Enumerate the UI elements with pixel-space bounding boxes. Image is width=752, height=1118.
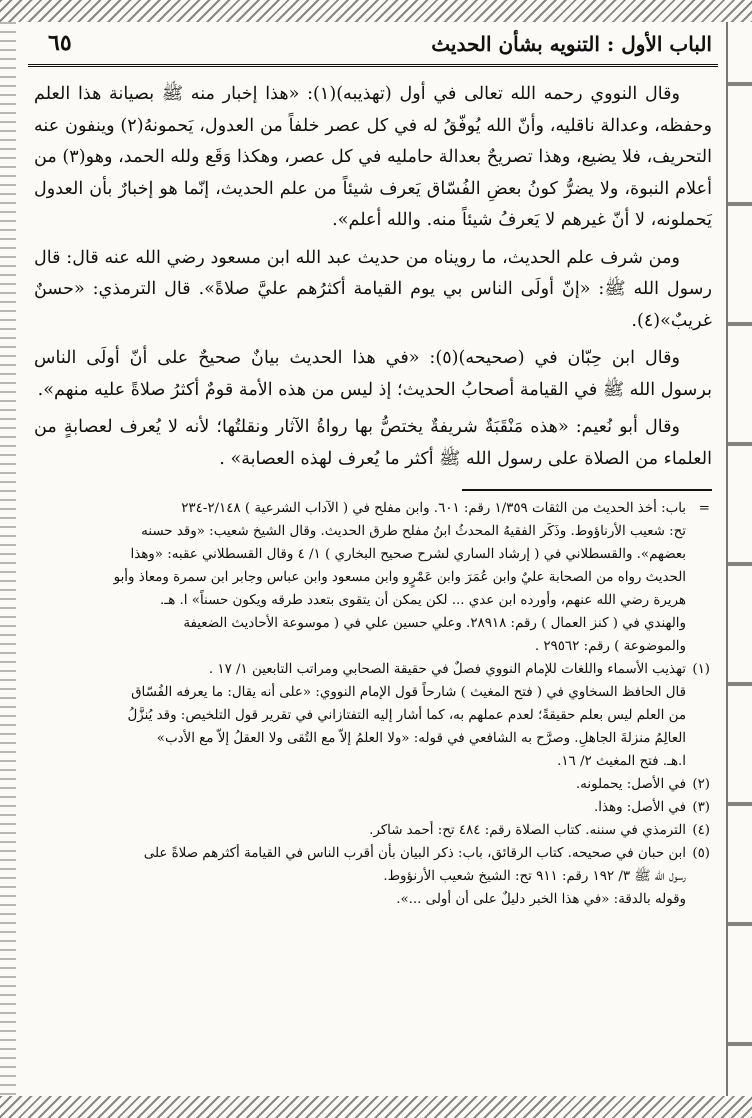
page-number: ٦٥ — [48, 30, 72, 56]
footnote-line: قال الحافظ السخاوي في ( فتح المغيث ) شارحاً قول الإمام النووي: «على أنه يقال: ما يعرفه الفُسّاق — [131, 685, 686, 700]
footnote-mark: = — [698, 501, 710, 516]
footnote-line: من العلم ليس بعلم حقيقةً؛ لعدم عملهم به، كما أشار إليه التفتازاني في تقرير قول التلخيص: وقد يُنزَّلُ — [127, 708, 686, 723]
footnote-line: والموضوعة ) رقم: ٢٩٥٦٢ . — [534, 639, 686, 654]
left-ornament-border — [0, 22, 16, 1096]
paragraph: ومن شرف علم الحديث، ما رويناه من حديث عبد الله ابن مسعود رضي الله عنه قال: قال رسول الله ﷺ: «إنّ أولَى الناس بي يوم القيامة أكثرُهم عليَّ صلاةً». قال الترمذي: «حسنٌ غريبٌ»(٤). — [34, 247, 712, 331]
footnote — [28, 658, 712, 773]
footnote-mark: (٤) — [692, 823, 710, 838]
footnote-line: في الأصل: يحملونه. — [575, 777, 686, 792]
footnote-line: والهندي في ( كنز العمال ) رقم: ٢٨٩١٨. وعلي حسين علي في ( موسوعة الأحاديث الضعيفة — [183, 616, 686, 631]
main-text — [28, 79, 718, 475]
footnote-mark: (١) — [692, 662, 710, 677]
footnote-mark: (٣) — [692, 800, 710, 815]
footnote — [28, 497, 712, 658]
footnote-mark: (٥) — [692, 846, 710, 861]
paragraph: وقال أبو نُعيم: «هذه مَنْقَبَةٌ شريفةٌ يختصُّ بها رواةُ الآثار ونقلتُها؛ لأنه لا يُعرف لعصابةٍ من العلماء من الصلاة على رسول الله ﷺ أكثر ما يُعرف لهذه العصابة» . — [34, 417, 712, 469]
top-ornament-border — [0, 0, 752, 22]
page-header — [28, 28, 718, 67]
footnote-line: الترمذي في سننه. كتاب الصلاة رقم: ٤٨٤ تح: أحمد شاكر. — [369, 823, 686, 838]
book-page — [28, 28, 718, 1088]
right-ornament-border — [726, 22, 752, 1096]
footnote-line: ابن حبان في صحيحه. كتاب الرقائق، باب: ذكر البيان بأن أقرب الناس في القيامة أكثرهم صلاةً على — [143, 846, 686, 861]
footnote-line: العالِمُ منزلةَ الجاهلِ. وصرَّح به الشافعي في قوله: «ولا العلمُ إلاّ مع التُقى ولا العقلُ إلاّ مع الأدب» — [156, 731, 686, 746]
paragraph: وقال ابن حِبّان في (صحيحه)(٥): «في هذا الحديث بيانٌ صحيحٌ على أنّ أولَى الناس برسول الله ﷺ في القيامة أصحابُ الحديث؛ إذ ليس من هذه الأمة قومٌ أكثرُ صلاةً عليه منهم». — [34, 348, 712, 400]
footnote-line: ا.هـ. فتح المغيث ٢/ ١٦. — [557, 754, 686, 769]
footnote-line: هريرة رضي الله عنهم، وأورده ابن عدي ... لكن يمكن أن يتقوى بتعدد طرقه ويكون حسناً» ا. هـ. — [160, 593, 686, 608]
paragraph: وقال النووي رحمه الله تعالى في أول (تهذيبه)(١): «هذا إخبار منه ﷺ بصيانة هذا العلم وحفظه، وعدالة ناقليه، وأنّ الله يُوفّقُ له في كل عصر خلفاً من العدول، يَحمونهُ(٢) وينفون عنه التحريف، فلا يضيع، وهذا تصريحٌ بعدالة حامليه في كل عصر، وهكذا وَقَع ولله الحمد، وهو(٣) من أعلام النبوة، ولا يضرُّ كونُ بعضِ الفُسّاق يَعرف شيئاً من علم الحديث، إنّما هو إخبارٌ بأن العدول يَحملونه، لا أنّ غيرهم لا يَعرفُ شيئاً منه. والله أعلم». — [34, 84, 712, 230]
footnote-line: في الأصل: وهذا. — [594, 800, 686, 815]
footnote-line: تهذيب الأسماء واللغات للإمام النووي فصلٌ في حقيقة الصحابي ومراتب التابعين ١/ ١٧ . — [208, 662, 686, 677]
footnote-line: بعضهم». والقسطلاني في ( إرشاد الساري لشرح صحيح البخاري ) ١/ ٤ وقال القسطلاني عقبه: «وهذا — [130, 547, 686, 562]
footnotes — [28, 497, 718, 911]
footnote-line: تح: شعيب الأرناؤوط. وذَكَر الفقيهُ المحدثُ ابنُ مفلح طرق الحديث. وقال الشيخ شعيب: «وقد حسنه — [141, 524, 686, 539]
footnote-line: رسول الله ﷺ ٣/ ١٩٢ رقم: ٩١١ تح: الشيخ شعيب الأرنؤوط. — [383, 869, 686, 884]
bottom-ornament-border — [0, 1096, 752, 1118]
footnote — [28, 796, 712, 819]
footnote-separator — [462, 489, 712, 491]
footnote-line: وقوله بالدقة: «في هذا الخبر دليلٌ على أن أولى ...». — [396, 892, 686, 907]
footnote-mark: (٢) — [692, 777, 710, 792]
running-title: الباب الأول : التنويه بشأن الحديث — [431, 32, 712, 56]
footnote — [28, 842, 712, 911]
footnote — [28, 819, 712, 842]
footnote — [28, 773, 712, 796]
footnote-line: باب: أخذ الحديث من الثقات ١/٣٥٩ رقم: ٦٠١. وابن مفلح في ( الآداب الشرعية ) ٢/١٤٨-٢٣٤ — [181, 501, 686, 516]
footnote-line: الحديث رواه من الصحابة عليٌ وابن عُمَرَ وابن عَمْرٍو وابن مسعود وابن عباس وجابر ابن سمرة ومعاذ وأبو — [113, 570, 686, 585]
